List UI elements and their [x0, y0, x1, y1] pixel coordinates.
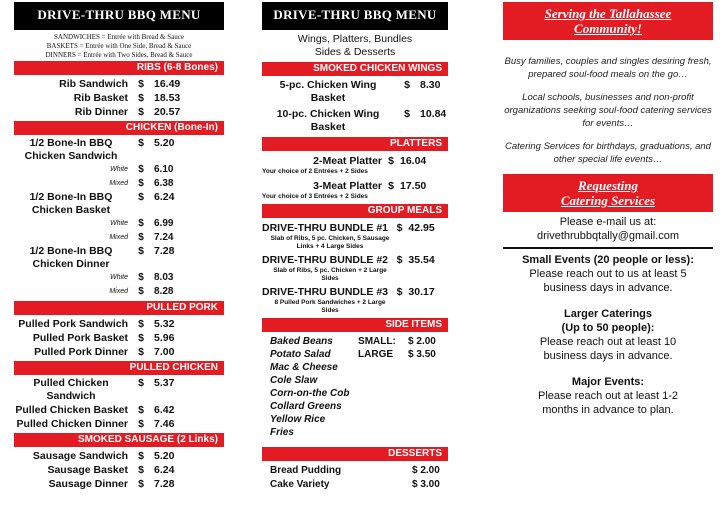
menu-item: Pulled Pork Sandwich $ 5.32	[18, 318, 175, 330]
menu-item: DRIVE-THRU BUNDLE #1 $ 42.95	[262, 222, 435, 234]
menu-item: Pulled Chicken Dinner $ 7.46	[16, 418, 175, 430]
menu-item: Rib Sandwich $ 16.49	[59, 78, 181, 90]
menu-item-variant: White $ 6.10	[110, 164, 174, 175]
menu-item: Pulled Pork Dinner $ 7.00	[34, 346, 175, 358]
small-events-title: Small Events (20 people or less):	[522, 254, 694, 266]
menu-item-variant: White $ 8.03	[110, 272, 174, 283]
menu-column-2	[262, 0, 448, 529]
dessert-item: Cake Variety $ 3.00	[270, 479, 440, 490]
ribs-header: RIBS (6-8 Bones)	[14, 61, 224, 75]
info-column	[503, 0, 713, 529]
small-size-label: SMALL:	[358, 336, 396, 347]
menu-item: 3-Meat Platter $ 17.50	[313, 180, 427, 192]
menu-subtitle	[262, 30, 448, 62]
banner-line-1: Serving the Tallahassee	[544, 6, 672, 21]
menu-item: Rib Dinner $ 20.57	[74, 106, 181, 118]
side-items-header: SIDE ITEMS	[262, 318, 448, 332]
menu-item-variant: Mixed $ 8.28	[109, 286, 174, 297]
email-intro: Please e-mail us at:	[559, 216, 657, 228]
note-dinners: DINNERS = Entrée with Two Sides, Bread & Sauce	[45, 51, 193, 59]
group-meals-header: GROUP MEALS	[262, 204, 448, 218]
menu-item-note: Slab of Ribs, 5 pc. Chicken + 2 Large Sides	[273, 267, 387, 282]
menu-item: Rib Basket $ 18.53	[73, 92, 181, 104]
desserts-header: DESSERTS	[262, 447, 448, 461]
side-item: Baked Beans	[270, 336, 333, 347]
side-item: Fries	[270, 427, 294, 438]
menu-column-1	[14, 0, 224, 529]
catering-banner-line-2: Catering Services	[560, 193, 656, 208]
platters-header: PLATTERS	[262, 137, 448, 151]
menu-item: Sausage Basket $ 6.24	[47, 464, 175, 476]
menu-item: Pulled Chicken Sandwich $ 5.37	[33, 377, 175, 402]
menu-item-note: Your choice of 3 Entrées + 2 Sides	[262, 193, 368, 200]
catering-banner-line-1: Requesting	[578, 178, 638, 193]
side-item: Yellow Rice	[270, 414, 326, 425]
large-size-price: $ 3.50	[408, 349, 436, 360]
menu-item-note: Slab of Ribs, 5 pc. Chicken, 5 Sausage Links + 4 Large Sides	[270, 235, 390, 250]
divider	[503, 247, 713, 249]
note-baskets: BASKETS = Entrée with One Side, Bread & Sauce	[46, 42, 192, 50]
small-size-price: $ 2.00	[408, 336, 436, 347]
side-items	[262, 332, 448, 439]
menu-title-2: DRIVE-THRU BBQ MENU	[262, 2, 448, 30]
pulled-pork-header: PULLED PORK	[14, 301, 224, 315]
subtitle-line-2: Sides & Desserts	[314, 46, 396, 58]
menu-title-1: DRIVE-THRU BBQ MENU	[14, 2, 224, 30]
menu-item: Sausage Dinner $ 7.28	[48, 478, 175, 490]
menu-item: DRIVE-THRU BUNDLE #3 $ 30.17	[262, 286, 435, 298]
large-size-label: LARGE	[358, 349, 394, 360]
menu-item: 10-pc. Chicken Wing Basket $ 10.84	[276, 108, 447, 133]
menu-item: DRIVE-THRU BUNDLE #2 $ 35.54	[262, 254, 435, 266]
menu-item-note: 8 Pulled Pork Sandwiches + 2 Large Sides	[274, 299, 386, 314]
catering-banner	[503, 174, 713, 212]
info-paragraph: Busy families, couples and singles desiring fresh, prepared soul-food meals on the go…	[504, 56, 712, 80]
menu-item: 1/2 Bone-In BBQ Chicken Basket $ 6.24	[29, 191, 175, 216]
menu-item-note: Your choice of 2 Entrées + 2 Sides	[262, 168, 368, 175]
wings-header: SMOKED CHICKEN WINGS	[262, 62, 448, 76]
pulled-chicken-header: PULLED CHICKEN	[14, 361, 224, 375]
menu-item-variant: Mixed $ 6.38	[109, 178, 174, 189]
menu-item: Sausage Sandwich $ 5.20	[32, 450, 175, 462]
side-item: Potato Salad	[270, 349, 331, 360]
side-item: Corn-on-the Cob	[270, 388, 350, 399]
side-item: Cole Slaw	[270, 375, 318, 386]
major-events-title: Major Events:	[571, 376, 645, 388]
larger-caterings-title: Larger Caterings (Up to 50 people):	[561, 308, 655, 334]
menu-item-variant: Mixed $ 7.24	[109, 232, 174, 243]
subtitle-line-1: Wings, Platters, Bundles	[297, 33, 413, 45]
info-paragraph: Local schools, businesses and non-profit organizations seeking soul-food catering services for events…	[504, 92, 712, 129]
small-events-text: Please reach out to us at least 5 business days in advance.	[529, 268, 687, 294]
chicken-header: CHICKEN (Bone-In)	[14, 121, 224, 135]
menu-item: Pulled Chicken Basket $ 6.42	[15, 404, 175, 416]
smoked-sausage-header: SMOKED SAUSAGE (2 Links)	[14, 433, 224, 447]
major-events-text: Please reach out at least 1-2 months in advance to plan.	[537, 390, 679, 416]
email-link[interactable]: drivethrubbqtally@gmail.com	[536, 230, 679, 242]
menu-item: 1/2 Bone-In BBQ Chicken Sandwich $ 5.20	[24, 137, 175, 162]
menu-item: 2-Meat Platter $ 16.04	[313, 155, 427, 167]
menu-item: Pulled Pork Basket $ 5.96	[32, 332, 175, 344]
side-item: Collard Greens	[270, 401, 342, 412]
side-item: Mac & Cheese	[270, 362, 338, 373]
banner-line-2: Community!	[574, 21, 642, 36]
larger-caterings-text: Please reach out at least 10 business days in advance.	[539, 336, 677, 362]
info-paragraph: Catering Services for birthdays, graduations, and other special life events…	[505, 141, 711, 165]
menu-item: 5-pc. Chicken Wing Basket $ 8.30	[279, 79, 441, 104]
menu-item-variant: White $ 6.99	[110, 218, 174, 229]
dessert-item: Bread Pudding $ 2.00	[270, 465, 440, 476]
menu-item: 1/2 Bone-In BBQ Chicken Dinner $ 7.28	[29, 245, 175, 270]
note-sandwiches: SANDWICHES = Entrée with Bread & Sauce	[54, 33, 184, 41]
serving-banner	[503, 2, 713, 40]
